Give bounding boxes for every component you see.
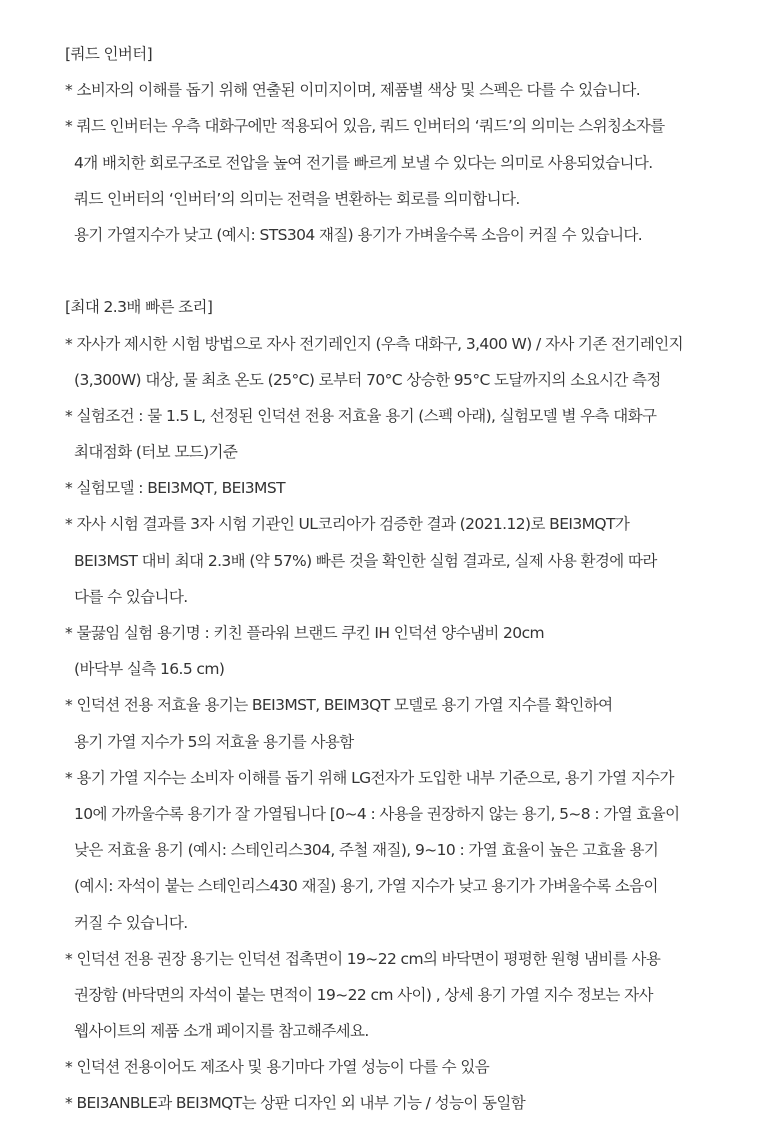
note-line: 10에 가까울수록 용기가 잘 가열됩니다 [0~4 : 사용을 권장하지 않는 용기, 5~8 : 가열 효율이 (74, 804, 680, 823)
note-line: * 실험조건 : 물 1.5 L, 선정된 인덕션 전용 저효율 용기 (스펙 아래), 실험모델 별 우측 대화구 (65, 406, 657, 425)
section-heading-quad-inverter: [쿼드 인버터] (65, 45, 153, 63)
section-spacer (65, 253, 765, 289)
note-line: * 자사 시험 결과를 3자 시험 기관인 UL코리아가 검증한 결과 (2021.12)로 BEI3MQT가 (65, 515, 630, 534)
note-line: 커질 수 있습니다. (74, 913, 188, 932)
note-line: * 쿼드 인버터는 우측 대화구에만 적용되어 있음, 쿼드 인버터의 ‘쿼드’의 의미는 스위칭소자를 (65, 117, 665, 136)
note-line: * BEI3ANBLE과 BEI3MQT는 상판 디자인 외 내부 기능 / 성능이 동일함 (65, 1094, 526, 1113)
note-line: 쿼드 인버터의 ‘인버터’의 의미는 전력을 변환하는 회로를 의미합니다. (74, 189, 520, 208)
note-line: 4개 배치한 회로구조로 전압을 높여 전기를 빠르게 보낼 수 있다는 의미로 사용되었습니다. (74, 153, 653, 172)
note-line: * 물끓임 실험 용기명 : 키친 플라워 브랜드 쿠킨 IH 인덕션 양수냄비 20cm (65, 624, 544, 642)
note-line: (바닥부 실측 16.5 cm) (74, 660, 225, 679)
note-line: 용기 가열 지수가 5의 저효율 용기를 사용함 (74, 732, 354, 751)
note-line: * 소비자의 이해를 돕기 위해 연출된 이미지이며, 제품별 색상 및 스펙은 다를 수 있습니다. (65, 81, 641, 100)
note-line: * 용기 가열 지수는 소비자 이해를 돕기 위해 LG전자가 도입한 내부 기준으로, 용기 가열 지수가 (65, 768, 674, 787)
disclaimer-document (65, 36, 765, 1122)
note-line: 낮은 저효율 용기 (예시: 스테인리스304, 주철 재질), 9~10 : 가열 효율이 높은 고효율 용기 (74, 841, 659, 860)
note-line: * 자사가 제시한 시험 방법으로 자사 전기레인지 (우측 대화구, 3,400 W) / 자사 기존 전기레인지 (65, 334, 683, 353)
note-line: (3,300W) 대상, 물 최초 온도 (25°C) 로부터 70°C 상승한 95°C 도달까지의 소요시간 측정 (74, 370, 661, 389)
note-line: 용기 가열지수가 낮고 (예시: STS304 재질) 용기가 가벼울수록 소음이 커질 수 있습니다. (74, 225, 643, 244)
note-line: * 인덕션 전용 권장 용기는 인덕션 접촉면이 19~22 cm의 바닥면이 평평한 원형 냄비를 사용 (65, 949, 661, 968)
note-line: BEI3MST 대비 최대 2.3배 (약 57%) 빠른 것을 확인한 실험 결과로, 실제 사용 환경에 따라 (74, 551, 657, 570)
note-line: 웹사이트의 제품 소개 페이지를 참고해주세요. (74, 1022, 369, 1041)
note-line: * 인덕션 전용이어도 제조사 및 용기마다 가열 성능이 다를 수 있음 (65, 1058, 490, 1077)
note-line: 권장함 (바닥면의 자석이 붙는 면적이 19~22 cm 사이) , 상세 용기 가열 지수 정보는 자사 (74, 985, 653, 1004)
note-line: 최대점화 (터보 모드)기준 (74, 443, 238, 462)
note-line: (예시: 자석이 붙는 스테인리스430 재질) 용기, 가열 지수가 낮고 용기가 가벼울수록 소음이 (74, 877, 658, 896)
note-line: * 실험모델 : BEI3MQT, BEI3MST (65, 479, 285, 498)
note-line: 다를 수 있습니다. (74, 587, 188, 606)
section-heading-fast-cooking: [최대 2.3배 빠른 조리] (65, 298, 213, 317)
note-line: * 인덕션 전용 저효율 용기는 BEI3MST, BEIM3QT 모델로 용기 가열 지수를 확인하여 (65, 696, 613, 715)
